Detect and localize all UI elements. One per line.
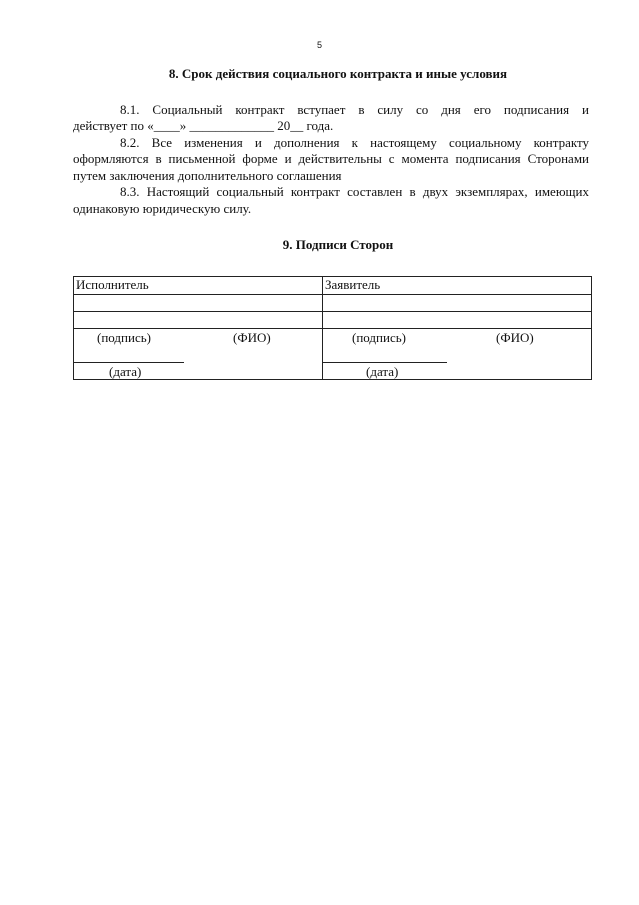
applicant-sign-cell <box>323 329 592 380</box>
signatures-blank-row-2 <box>74 312 592 329</box>
page-number: 5 <box>316 40 322 50</box>
clause-8-1-line-1: 8.1. Социальный контракт вступает в силу со дня его подписания и <box>120 101 589 117</box>
clause-8-2: 8.2. Все изменения и дополнения к настоящему социальному контракту оформляются в письменной форме и действительны с момента подписания Сторонами путем заключения дополнительного соглашения <box>73 134 589 183</box>
signatures-sign-row <box>74 329 592 380</box>
applicant-header: Заявитель <box>323 277 592 295</box>
clause-8-1-line-2: действует по «____» _____________ 20__ года. <box>73 118 334 133</box>
applicant-fio-label: (ФИО) <box>496 330 534 345</box>
executor-blank-1 <box>74 295 323 312</box>
clause-8-1-cont <box>73 118 589 135</box>
executor-sign-cell <box>74 329 323 380</box>
signatures-table <box>73 276 592 380</box>
applicant-blank-1 <box>323 295 592 312</box>
section-9-title: 9. Подписи Сторон <box>282 237 394 252</box>
document-body <box>73 66 589 254</box>
executor-date-line <box>74 362 184 363</box>
executor-header: Исполнитель <box>74 277 323 295</box>
applicant-date-label: (дата) <box>366 364 399 379</box>
signatures-header-row <box>74 277 592 295</box>
applicant-signature-label: (подпись) <box>352 330 406 345</box>
executor-blank-2 <box>74 312 323 329</box>
executor-fio-label: (ФИО) <box>233 330 271 345</box>
section-8-title: 8. Срок действия социального контракта и иные условия <box>168 66 508 81</box>
executor-date-label: (дата) <box>109 364 142 379</box>
applicant-blank-2 <box>323 312 592 329</box>
clause-8-1 <box>73 102 589 119</box>
clause-8-3: 8.3. Настоящий социальный контракт составлен в двух экземплярах, имеющих одинаковую юридическую силу. <box>73 184 589 216</box>
executor-signature-label: (подпись) <box>97 330 151 345</box>
signatures-blank-row-1 <box>74 295 592 312</box>
applicant-date-line <box>323 362 447 363</box>
